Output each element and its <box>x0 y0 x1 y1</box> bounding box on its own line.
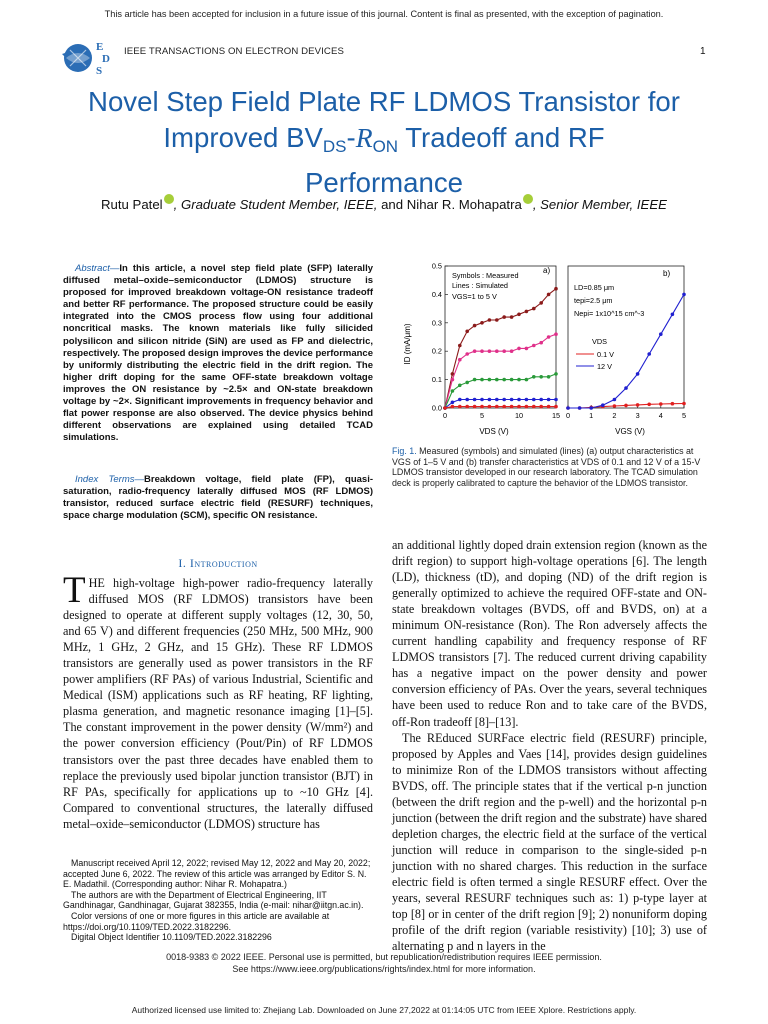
panel-a-series-point <box>465 352 469 356</box>
panel-a-series-point <box>480 405 484 409</box>
panel-a-series-point <box>480 398 484 402</box>
panel-a-xtick-label: 5 <box>479 411 485 420</box>
panel-a-series-point <box>473 405 477 409</box>
panel-b-series-point <box>601 403 605 407</box>
panel-a-xlabel: VDS (V) <box>479 427 509 436</box>
panel-a-ytick-label: 0.3 <box>431 318 442 328</box>
panel-a-series-point <box>458 344 462 348</box>
panel-a-series-point <box>458 405 462 409</box>
figure-caption-text: Measured (symbols) and simulated (lines) (a) output characteristics at VGS of 1–5 V and (b) transfer characteristics at VDS of 0.1 and 12 V of a 15-V LDMOS transistor developed in our research laboratory. The TCAD simulation deck is properly calibrated to capture the behavior of the LDMOS transistor. <box>392 446 701 488</box>
panel-b-legend-title: VDS <box>592 337 608 346</box>
index-terms-label: Index Terms— <box>75 474 145 485</box>
panel-b-series-point <box>636 372 640 376</box>
figure-caption <box>392 446 710 488</box>
panel-a-series-point <box>547 375 551 379</box>
panel-b-xtick-label: 3 <box>635 411 640 420</box>
panel-a-series-point <box>502 405 506 409</box>
panel-b-legend-1: 0.1 V <box>597 350 615 359</box>
panel-b-xtick-label: 2 <box>612 411 617 420</box>
panel-a-series-point <box>473 324 477 328</box>
panel-a-series-point <box>480 321 484 325</box>
panel-a-series-point <box>480 378 484 382</box>
author-2[interactable]: and Nihar R. Mohapatra <box>377 197 522 212</box>
panel-a-series-point <box>465 381 469 385</box>
panel-a-label: a) <box>543 266 551 275</box>
panel-a-series-point <box>517 313 521 317</box>
acceptance-notice: This article has been accepted for inclusion in a future issue of this journal. Content is final as presented, with the exception of pagination. <box>104 9 664 19</box>
panel-a-series-point <box>502 378 506 382</box>
panel-a-series-point <box>525 398 529 402</box>
panel-a-series-point <box>502 349 506 353</box>
panel-a-ylabel: ID (mA/μm) <box>403 323 412 365</box>
panel-a-legend-3: VGS=1 to 5 V <box>452 292 497 301</box>
svg-text:E: E <box>96 41 104 53</box>
panel-a-series-point <box>495 405 499 409</box>
panel-b-series-point <box>671 313 675 317</box>
panel-a-series-point <box>554 398 558 402</box>
panel-b-series-point <box>682 293 686 297</box>
panel-a-series-point <box>532 344 536 348</box>
panel-a-series-point <box>510 349 514 353</box>
panel-a-series-point <box>554 372 558 376</box>
orcid-icon[interactable] <box>164 194 174 204</box>
journal-name: IEEE TRANSACTIONS ON ELECTRON DEVICES <box>124 46 344 57</box>
drop-cap: T <box>63 570 86 611</box>
copyright-line-2[interactable]: See https://www.ieee.org/publications/rights/index.html for more information. <box>232 963 536 974</box>
panel-b-param-1: LD=0.85 μm <box>574 283 615 292</box>
panel-a-series-point <box>495 349 499 353</box>
panel-a-series-point <box>495 318 499 322</box>
panel-a-series-point <box>502 315 506 319</box>
panel-a-series-point <box>525 405 529 409</box>
index-terms-text: Breakdown voltage, field plate (FP), quasi-saturation, radio-frequency laterally diffused MOS (RF LDMOS) transistor, reduced surface electric field (RESURF) techniques, space charge modulation (SCM), specific ON resistance. <box>63 474 374 522</box>
panel-b-series-point <box>589 406 593 410</box>
section-heading: I. Introduction <box>178 556 258 570</box>
panel-a-series-point <box>451 378 455 382</box>
panel-a-series-point <box>451 405 455 409</box>
panel-a-series-point <box>525 378 529 382</box>
panel-a-series-point <box>495 378 499 382</box>
panel-a-series-point <box>495 398 499 402</box>
right-paragraph-2: The REduced SURFace electric field (RESURF) principle, proposed by Apples and Vaes [14], provides design guidelines to minimize Ron of the LDMOS transistors without affecting BVDS, off. The principle states that if the vertical p-n junction (between the drift region and the p-well) and the horizontal p-n junction (between the drift region and the substrate) have shared depletion charges, the electric field at the surface of the vertical junction will reduce in comparison to the single-sided p-n junction with no shared charges. This reduction in the surface electric field is often termed a single RESURF effect. Over the years, several RESURF techniques such as: 1) p-type layer at top [8] or in center of the drift region [9]; 2) nonuniform doping profile of the drift region (variable resistivity) [10]; 3) use of alternating p and n layers in the <box>392 730 707 954</box>
panel-a-series-point <box>539 405 543 409</box>
page-number: 1 <box>700 46 706 57</box>
panel-b-param-2: tepi=2.5 μm <box>574 296 613 305</box>
intro-text: HE high-voltage high-power radio-frequency laterally diffused MOS (RF LDMOS) transistors have been designed to operate at different supply voltages (12, 30, 50, and 65 V) and different frequencies (250 MHz, 500 MHz, 900 MHz, 1 GHz, 2 GHz, and 15 GHz). These RF LDMOS transistors are generally used as power transistors in the RF power amplifiers (RF PAs) of various Industrial, Scientific and Medical (ISM) applications such as RF heating, RF lighting, plasma generation, and magnetic resonance imaging [1]–[5]. The constant improvement in the power density (W/mm²) and the power conversion efficiency (Pout/Pin) of RF LDMOS transistors over the past three decades have enabled them to replace the previously used bipolar junction transistor (BJT) in RF PAs, specifically for applications up to ~10 GHz [4]. Compared to conventional structures, the laterally diffused metal–oxide–semiconductor (LDMOS) structure has <box>63 576 373 831</box>
panel-a-series-point <box>458 398 462 402</box>
abstract-text: In this article, a novel step field plate (SFP) laterally diffused metal–oxide–semiconductor (LDMOS) structure is proposed for improved breakdown voltage-ON resistance tradeoff and better RF performance. The proposed structure could be easily integrated into the CMOS process flow using four additional noncritical masks. The known materials like fully silicided polysilicon and silicon nitride (SiN) are used as FP and dielectric, respectively. The proposed design improves the device performance by uniformly distributing the electric field in the drift region. The higher drift doping for the same OFF-state breakdown voltage improves the ON resistance by ~2.5× and ON-state breakdown voltage by ~2×. Significant improvements in frequency behavior and flat power response are also observed. The device physics behind different observations are explained using detailed TCAD simulations. <box>63 263 373 444</box>
panel-a-series-point <box>525 347 529 351</box>
panel-a-series-point <box>502 398 506 402</box>
figure-label: Fig. 1. <box>392 446 417 456</box>
panel-a-series-point <box>443 406 447 410</box>
panel-a-series-point <box>458 358 462 362</box>
panel-a-series-point <box>554 405 558 409</box>
panel-a-xtick-label: 10 <box>514 411 524 420</box>
title-line-3: Performance <box>305 167 463 198</box>
panel-a-series-point <box>539 375 543 379</box>
panel-a-series-point <box>488 378 492 382</box>
title-line-1: Novel Step Field Plate RF LDMOS Transistor for <box>88 86 680 117</box>
panel-b-series-point <box>636 403 640 407</box>
panel-a-series-point <box>547 293 551 297</box>
panel-a-series-line-0 <box>445 289 556 408</box>
panel-b-series-point <box>659 402 663 406</box>
panel-a-series-line-2 <box>445 374 556 408</box>
right-paragraph-1: an additional lightly doped drain extension region (known as the drift region) to support high-voltage operations [6]. The length (LD), thickness (tD), and doping (ND) of the drift region is generally optimized to achieve the required OFF-state and ON-state breakdown voltages (BVDS, off and BVDS, on) at a minimum ON-resistance (Ron). The Ron adversely affects the current handling capability and frequency response of RF LDMOS transistors [7]. The reduced current driving capability has a negative impact on the power density and power conversion efficiency of PAs. Over the years, several techniques have been used to reduce Ron and to take care of the BVDS, off-Ron tradeoff [8]–[13]. <box>392 538 707 729</box>
panel-b-param-3: Nepi= 1x10^15 cm^-3 <box>574 309 645 318</box>
panel-a-legend-1: Symbols : Measured <box>452 271 519 280</box>
panel-b-xtick-label: 4 <box>658 411 663 420</box>
panel-a-series-point <box>547 335 551 339</box>
eds-logo <box>60 36 118 76</box>
author-1[interactable]: Rutu Patel <box>101 197 163 212</box>
panel-b-series-point <box>659 332 663 336</box>
panel-b-xlabel: VGS (V) <box>615 427 645 436</box>
copyright-line-1: 0018-9383 © 2022 IEEE. Personal use is permitted, but republication/redistribution requires IEEE permission. <box>166 952 602 962</box>
panel-a-series-point <box>488 318 492 322</box>
panel-a-series-point <box>480 349 484 353</box>
panel-b-legend-2: 12 V <box>597 362 613 371</box>
panel-a-series-point <box>517 405 521 409</box>
figure-1 <box>398 256 698 442</box>
panel-a-series-point <box>465 398 469 402</box>
panel-a-series-point <box>539 398 543 402</box>
panel-a-series-point <box>547 405 551 409</box>
copyright <box>0 952 768 975</box>
orcid-icon[interactable] <box>523 194 533 204</box>
panel-a-series-point <box>554 332 558 336</box>
panel-b-series-point <box>613 398 617 402</box>
panel-b-series-point <box>647 352 651 356</box>
abstract <box>63 263 373 444</box>
panel-a-series-point <box>488 405 492 409</box>
footnote <box>63 858 373 943</box>
panel-a-xtick-label: 15 <box>551 411 561 420</box>
title-line-2: Improved $BV_{DS}-R_{ON}$ Tradeoff and RF <box>163 122 605 156</box>
abstract-label: Abstract— <box>75 263 120 274</box>
panel-a-series-point <box>510 378 514 382</box>
panel-a-series-point <box>451 389 455 393</box>
panel-a-ytick-label: 0.0 <box>431 403 442 413</box>
footnote-color[interactable]: Color versions of one or more figures in this article are available at https://doi.org/10.1109/TED.2022.3182296. <box>63 910 330 932</box>
index-terms <box>63 474 373 522</box>
panel-a-ytick-label: 0.1 <box>431 375 442 385</box>
panel-b-xtick-label: 0 <box>565 411 571 420</box>
panel-a-series-point <box>525 310 529 314</box>
panel-a-series-point <box>488 349 492 353</box>
panel-a-ytick-label: 0.4 <box>431 289 442 299</box>
panel-a-legend-2: Lines : Simulated <box>452 281 508 290</box>
panel-a-series-point <box>465 405 469 409</box>
panel-a-ytick-label: 0.5 <box>431 261 442 271</box>
panel-a-series-point <box>517 398 521 402</box>
panel-a-series-point <box>532 307 536 311</box>
panel-a-series-point <box>473 378 477 382</box>
footnote-affiliation: The authors are with the Department of Electrical Engineering, IIT Gandhinagar, Gandhinagar, Gujarat 382355, India (e-mail: nihar@iitgn.ac.in). <box>63 889 364 911</box>
svg-text:S: S <box>96 65 103 76</box>
panel-a-series-point <box>554 287 558 291</box>
panel-a-series-point <box>510 405 514 409</box>
panel-a-series-point <box>510 398 514 402</box>
panel-b-series-point <box>647 403 651 407</box>
panel-b-series-point <box>624 404 628 408</box>
svg-text:D: D <box>102 53 110 65</box>
panel-a-ytick-label: 0.2 <box>431 346 442 356</box>
panel-b-series-point <box>682 402 686 406</box>
right-column <box>392 537 707 954</box>
panel-b-series-point <box>566 406 570 410</box>
panel-a-series-point <box>517 347 521 351</box>
panel-a-series-point <box>532 398 536 402</box>
intro-paragraph <box>63 570 373 832</box>
license-notice: Authorized licensed use limited to: Zhejiang Lab. Downloaded on June 27,2022 at 01:14:05 UTC from IEEE Xplore. Restrictions apply. <box>131 1005 637 1015</box>
panel-b-xtick-label: 1 <box>589 411 594 420</box>
panel-a-series-point <box>473 398 477 402</box>
panel-b-label: b) <box>663 269 671 278</box>
paper-title <box>40 84 728 201</box>
panel-a-series-point <box>451 401 455 405</box>
panel-a-series <box>443 287 558 410</box>
footnote-doi[interactable]: Digital Object Identifier 10.1109/TED.2022.3182296 <box>71 932 272 943</box>
panel-b-series-point <box>578 406 582 410</box>
panel-a-series-point <box>488 398 492 402</box>
panel-a-series-point <box>547 398 551 402</box>
panel-a-series-point <box>465 330 469 334</box>
author-line: Rutu Patel , Graduate Student Member, IEEE, and Nihar R. Mohapatra , Senior Member, IEEE <box>40 194 728 212</box>
panel-b-series-point <box>613 404 617 408</box>
panel-b-series-point <box>671 402 675 406</box>
panel-a-series-point <box>510 315 514 319</box>
panel-a-xtick-label: 0 <box>442 411 448 420</box>
panel-a-series-point <box>458 384 462 388</box>
panel-b-series-point <box>624 386 628 390</box>
panel-a-series-point <box>517 378 521 382</box>
panel-a-series-point <box>532 405 536 409</box>
panel-a-series-point <box>539 301 543 305</box>
panel-a-series-point <box>532 375 536 379</box>
panel-a-series-point <box>473 349 477 353</box>
panel-a-series-point <box>539 341 543 345</box>
panel-a-series-line-1 <box>445 334 556 408</box>
footnote-manuscript: Manuscript received April 12, 2022; revised May 12, 2022 and May 20, 2022; accepted June 6, 2022. The review of this article was arranged by Editor S. N. E. Madathil. (Corresponding author: Nihar R. Mohapatra.) <box>63 858 371 890</box>
panel-b-xtick-label: 5 <box>681 411 687 420</box>
